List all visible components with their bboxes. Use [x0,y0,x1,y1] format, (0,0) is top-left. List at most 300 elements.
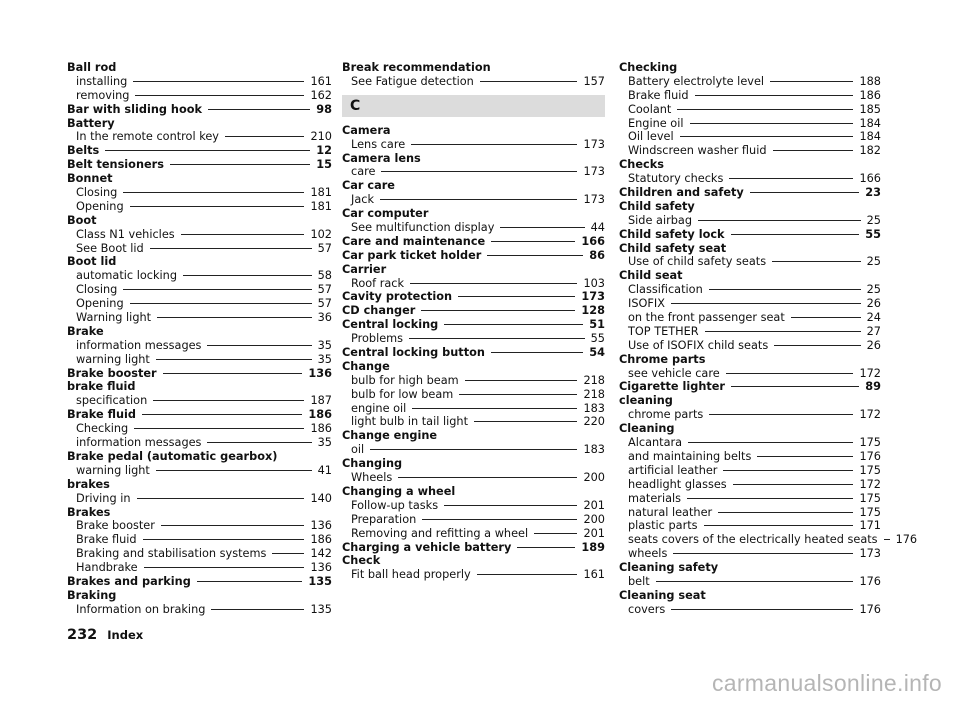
index-entry [342,235,605,249]
subentry-label: Brake booster [76,519,155,533]
page-ref: 173 [583,193,605,207]
dot-leader [225,136,304,137]
index-subentry [342,402,605,416]
page-ref: 54 [589,346,605,360]
dot-leader [163,373,303,374]
index-subentry [619,75,881,89]
page-ref: 175 [859,436,881,450]
subentry-label: Brake fluid [76,533,137,547]
index-heading-line [342,263,605,277]
index-heading: Battery [67,116,115,130]
section-letter-heading: C [342,95,605,117]
index-entry [619,158,881,186]
dot-leader [157,317,312,318]
index-heading: brakes [67,477,110,491]
index-entry [67,172,332,214]
page-ref: 41 [317,463,332,477]
index-heading: Cleaning [619,422,675,436]
index-subentry [67,394,332,408]
index-column-1 [67,61,332,617]
index-subentry [619,547,881,561]
index-heading-line [67,117,332,131]
dot-leader [207,442,311,443]
subentry-label: Handbrake [76,561,138,575]
index-subentry [619,436,881,450]
page-ref: 172 [859,477,881,491]
dot-leader [491,352,583,353]
index-subentry [619,464,881,478]
subentry-label: Checking [76,422,129,436]
page-ref: 142 [310,547,332,561]
dot-leader [170,164,310,165]
dot-leader [770,81,853,82]
page-ref: 89 [865,380,881,394]
dot-leader [444,324,583,325]
index-subentry [342,374,605,388]
subentry-label: Closing [76,186,118,200]
dot-leader [123,192,304,193]
subentry-label: automatic locking [76,269,177,283]
subentry-label: warning light [76,352,150,366]
subentry-label: Information on braking [76,602,206,616]
page-ref: 23 [865,186,881,200]
subentry-label: Braking and stabilisation systems [76,547,267,561]
index-heading: Brake booster [67,366,157,380]
dot-leader [731,234,860,235]
dot-leader [380,199,577,200]
subentry-label: Removing and refitting a wheel [351,526,529,540]
subentry-label: Engine oil [628,116,684,130]
index-entry [619,186,881,200]
index-heading: Cigarette lighter [619,380,726,394]
page-ref: 176 [859,574,881,588]
page-ref: 189 [581,540,605,554]
page-ref: 166 [581,234,605,248]
index-heading: brake fluid [67,380,136,394]
subentry-label: Closing [76,283,118,297]
subentry-label: removing [76,88,130,102]
index-subentry [619,103,881,117]
index-heading: Car park ticket holder [342,248,482,262]
index-heading: Brake pedal (automatic gearbox) [67,449,278,463]
index-entry [342,249,605,263]
dot-leader [733,484,854,485]
page-ref: 51 [589,318,605,332]
subentry-label: warning light [76,463,150,477]
index-heading: Brakes [67,505,111,519]
index-heading-line [67,214,332,228]
index-heading-line [342,207,605,221]
dot-leader [517,547,575,548]
index-entry [619,353,881,381]
dot-leader [673,553,853,554]
page-ref: 57 [317,283,332,297]
index-entry [619,269,881,352]
index-heading: Chrome parts [619,352,706,366]
index-subentry [67,492,332,506]
page-ref: 36 [317,311,332,325]
page-ref: 140 [310,491,332,505]
page-ref: 187 [310,394,332,408]
index-entry [67,117,332,145]
page-ref: 176 [895,533,918,547]
dot-leader [422,519,577,520]
dot-leader [474,421,577,422]
index-subentry [67,200,332,214]
index-subentry [67,353,332,367]
index-subentry [342,332,605,346]
index-subentry [67,75,332,89]
index-entry [67,255,332,324]
index-column-2 [342,61,605,582]
dot-leader [150,248,312,249]
page-ref: 184 [859,116,881,130]
index-subentry [67,603,332,617]
index-entry [67,575,332,589]
index-heading-line [67,325,332,339]
index-subentry [619,533,918,547]
dot-leader [412,408,577,409]
index-heading-line [342,485,605,499]
subentry-label: Alcantara [628,436,683,450]
index-subentry [619,255,881,269]
page-ref: 175 [859,463,881,477]
dot-leader [133,81,304,82]
index-heading-line [619,394,881,408]
index-heading-line [67,367,332,381]
index-entry [67,214,332,256]
index-entry [342,61,605,89]
dot-leader [105,150,310,151]
subentry-label: Brake fluid [628,88,689,102]
index-entry [342,318,605,346]
subentry-label: Classification [628,283,703,297]
index-heading-line [342,554,605,568]
index-entry [619,561,881,589]
watermark-logo: carmanualsonline.info [711,670,942,696]
index-heading: Brake [67,324,104,338]
dot-leader [688,442,853,443]
page-ref: 201 [583,526,605,540]
index-heading-line [67,478,332,492]
index-heading-line [619,269,881,283]
index-entry [619,242,881,270]
dot-leader [729,178,853,179]
page-ref: 35 [317,436,332,450]
page-ref: 25 [866,283,881,297]
index-subentry [67,242,332,256]
subentry-label: specification [76,394,148,408]
index-heading: Cavity protection [342,290,453,304]
index-entry [342,429,605,457]
index-heading: Belts [67,144,100,158]
dot-leader [698,220,861,221]
index-heading-line [619,158,881,172]
page-ref: 176 [859,449,881,463]
page-ref: 25 [866,213,881,227]
index-heading-line [67,144,332,158]
page-footer [67,627,143,643]
subentry-label: oil [351,443,365,457]
index-subentry [342,568,605,582]
page-ref: 157 [583,74,605,88]
page-ref: 181 [310,199,332,213]
dot-leader [142,414,302,415]
index-entry [342,207,605,235]
subentry-label: chrome parts [628,408,704,422]
subentry-label: plastic parts [628,519,698,533]
page-ref: 176 [859,602,881,616]
page-ref: 183 [583,401,605,415]
index-heading-line [67,61,332,75]
page-ref: 15 [316,158,332,172]
index-heading-line [619,200,881,214]
index-subentry [619,130,881,144]
dot-leader [370,449,577,450]
page-ref: 24 [866,311,881,325]
page-ref: 161 [583,568,605,582]
page-ref: 186 [310,533,332,547]
index-heading-line [342,179,605,193]
index-entry [342,485,605,541]
index-entry [67,367,332,381]
subentry-label: care [351,165,376,179]
index-subentry [67,297,332,311]
index-subentry [67,130,332,144]
index-heading: Charging a vehicle battery [342,540,512,554]
subentry-label: Class N1 vehicles [76,227,175,241]
index-subentry [619,144,881,158]
index-entry [619,380,881,394]
index-subentry [342,277,605,291]
subentry-label: Wheels [351,471,393,485]
page-ref: 200 [583,471,605,485]
index-heading: Bar with sliding hook [67,102,202,116]
dot-leader [718,512,853,513]
page-ref: 136 [310,561,332,575]
page-ref: 57 [317,297,332,311]
dot-leader [208,109,310,110]
index-subentry [342,499,605,513]
dot-leader [723,470,853,471]
index-heading: Child seat [619,269,683,283]
index-subentry [619,117,881,131]
index-heading-line [619,589,881,603]
index-heading: Child safety [619,199,695,213]
subentry-label: Opening [76,297,124,311]
index-heading-line [619,422,881,436]
index-heading-line [67,255,332,269]
index-heading: Belt tensioners [67,158,164,172]
index-heading: Boot [67,213,97,227]
index-subentry [342,415,605,429]
index-entry [342,541,605,555]
index-subentry [67,533,332,547]
subentry-label: installing [76,74,128,88]
index-heading-line [619,186,881,200]
index-subentry [619,172,881,186]
index-subentry [619,339,881,353]
subentry-label: and maintaining belts [628,449,752,463]
index-entry [342,346,605,360]
page-ref: 55 [590,332,605,346]
index-subentry [67,561,332,575]
subentry-label: materials [628,491,682,505]
dot-leader [465,380,578,381]
page-ref: 173 [583,137,605,151]
dot-leader [791,317,861,318]
page-ref: 186 [859,88,881,102]
subentry-label: Jack [351,193,375,207]
index-entry [619,589,881,617]
page-ref: 175 [859,491,881,505]
index-subentry [342,527,605,541]
dot-leader [161,525,305,526]
index-heading-line [342,360,605,374]
index-heading-line [67,103,332,117]
dot-leader [477,574,578,575]
index-subentry [619,519,881,533]
dot-leader [884,539,890,540]
index-subentry [619,283,881,297]
page-ref: 58 [317,269,332,283]
index-heading: Changing [342,457,403,471]
dot-leader [137,498,305,499]
index-subentry [67,311,332,325]
index-heading: Cleaning safety [619,561,719,575]
subentry-label: artificial leather [628,463,718,477]
index-heading: Children and safety [619,186,744,200]
index-heading-line [619,561,881,575]
page-ref: 182 [859,144,881,158]
index-heading: CD changer [342,304,416,318]
page-ref: 220 [583,415,605,429]
dot-leader [491,241,575,242]
subentry-label: Driving in [76,491,131,505]
dot-leader [773,150,854,151]
dot-leader [421,310,575,311]
dot-leader [680,136,854,137]
dot-leader [500,227,584,228]
page-ref: 27 [866,324,881,338]
index-heading-line [342,318,605,332]
index-heading: Carrier [342,262,387,276]
subentry-label: In the remote control key [76,130,219,144]
dot-leader [534,533,577,534]
index-entry [67,589,332,617]
subentry-label: on the front passenger seat [628,311,785,325]
subentry-label: bulb for low beam [351,387,454,401]
dot-leader [757,456,853,457]
subentry-label: Preparation [351,512,417,526]
index-entry [342,360,605,429]
dot-leader [671,609,853,610]
dot-leader [144,567,305,568]
index-entry [67,380,332,408]
dot-leader [705,331,861,332]
index-heading-line [67,506,332,520]
index-subentry [342,138,605,152]
index-heading: Change engine [342,429,438,443]
index-subentry [67,464,332,478]
index-heading: Brake fluid [67,408,136,422]
index-heading-line [342,346,605,360]
index-subentry [619,603,881,617]
page-ref: 44 [590,221,605,235]
dot-leader [410,283,577,284]
dot-leader [130,206,305,207]
index-entry [67,506,332,575]
subentry-label: Use of child safety seats [628,255,767,269]
index-subentry [67,519,332,533]
page-ref: 173 [581,290,605,304]
index-heading: Boot lid [67,255,117,269]
page-ref: 12 [316,144,332,158]
index-subentry [619,214,881,228]
page-ref: 57 [317,241,332,255]
subentry-label: covers [628,602,666,616]
subentry-label: information messages [76,338,202,352]
index-heading: Check [342,554,381,568]
index-heading: Bonnet [67,172,113,186]
page-ref: 173 [583,165,605,179]
dot-leader [156,470,312,471]
page-ref: 103 [583,276,605,290]
page-ref: 136 [310,519,332,533]
dot-leader [709,289,861,290]
page-ref: 218 [583,387,605,401]
index-entry [342,554,605,582]
index-heading-line [619,380,881,394]
index-subentry [67,422,332,436]
index-entry [619,394,881,422]
index-entry [67,325,332,367]
index-subentry [619,89,881,103]
index-subentry [67,89,332,103]
index-subentry [67,547,332,561]
index-subentry [342,221,605,235]
index-heading-line [67,408,332,422]
dot-leader [480,81,578,82]
index-entry [342,179,605,207]
page-ref: 175 [859,505,881,519]
subentry-label: Roof rack [351,276,405,290]
page-ref: 173 [859,547,881,561]
page-ref: 135 [308,574,332,588]
index-entry [342,290,605,304]
index-subentry [342,165,605,179]
subentry-label: Use of ISOFIX child seats [628,338,769,352]
index-heading: Camera lens [342,151,421,165]
page-ref: 186 [310,422,332,436]
index-subentry [619,325,881,339]
page-ref: 162 [310,88,332,102]
index-heading: Cleaning seat [619,588,706,602]
subentry-label: Battery electrolyte level [628,74,765,88]
dot-leader [695,95,854,96]
dot-leader [687,498,853,499]
subentry-label: Opening [76,199,124,213]
page-ref: 35 [317,352,332,366]
index-subentry [619,506,881,520]
index-entry [67,103,332,117]
index-heading: Car care [342,179,395,193]
index-subentry [67,269,332,283]
dot-leader [130,303,312,304]
dot-leader [181,234,305,235]
dot-leader [444,505,577,506]
index-entry [67,144,332,158]
